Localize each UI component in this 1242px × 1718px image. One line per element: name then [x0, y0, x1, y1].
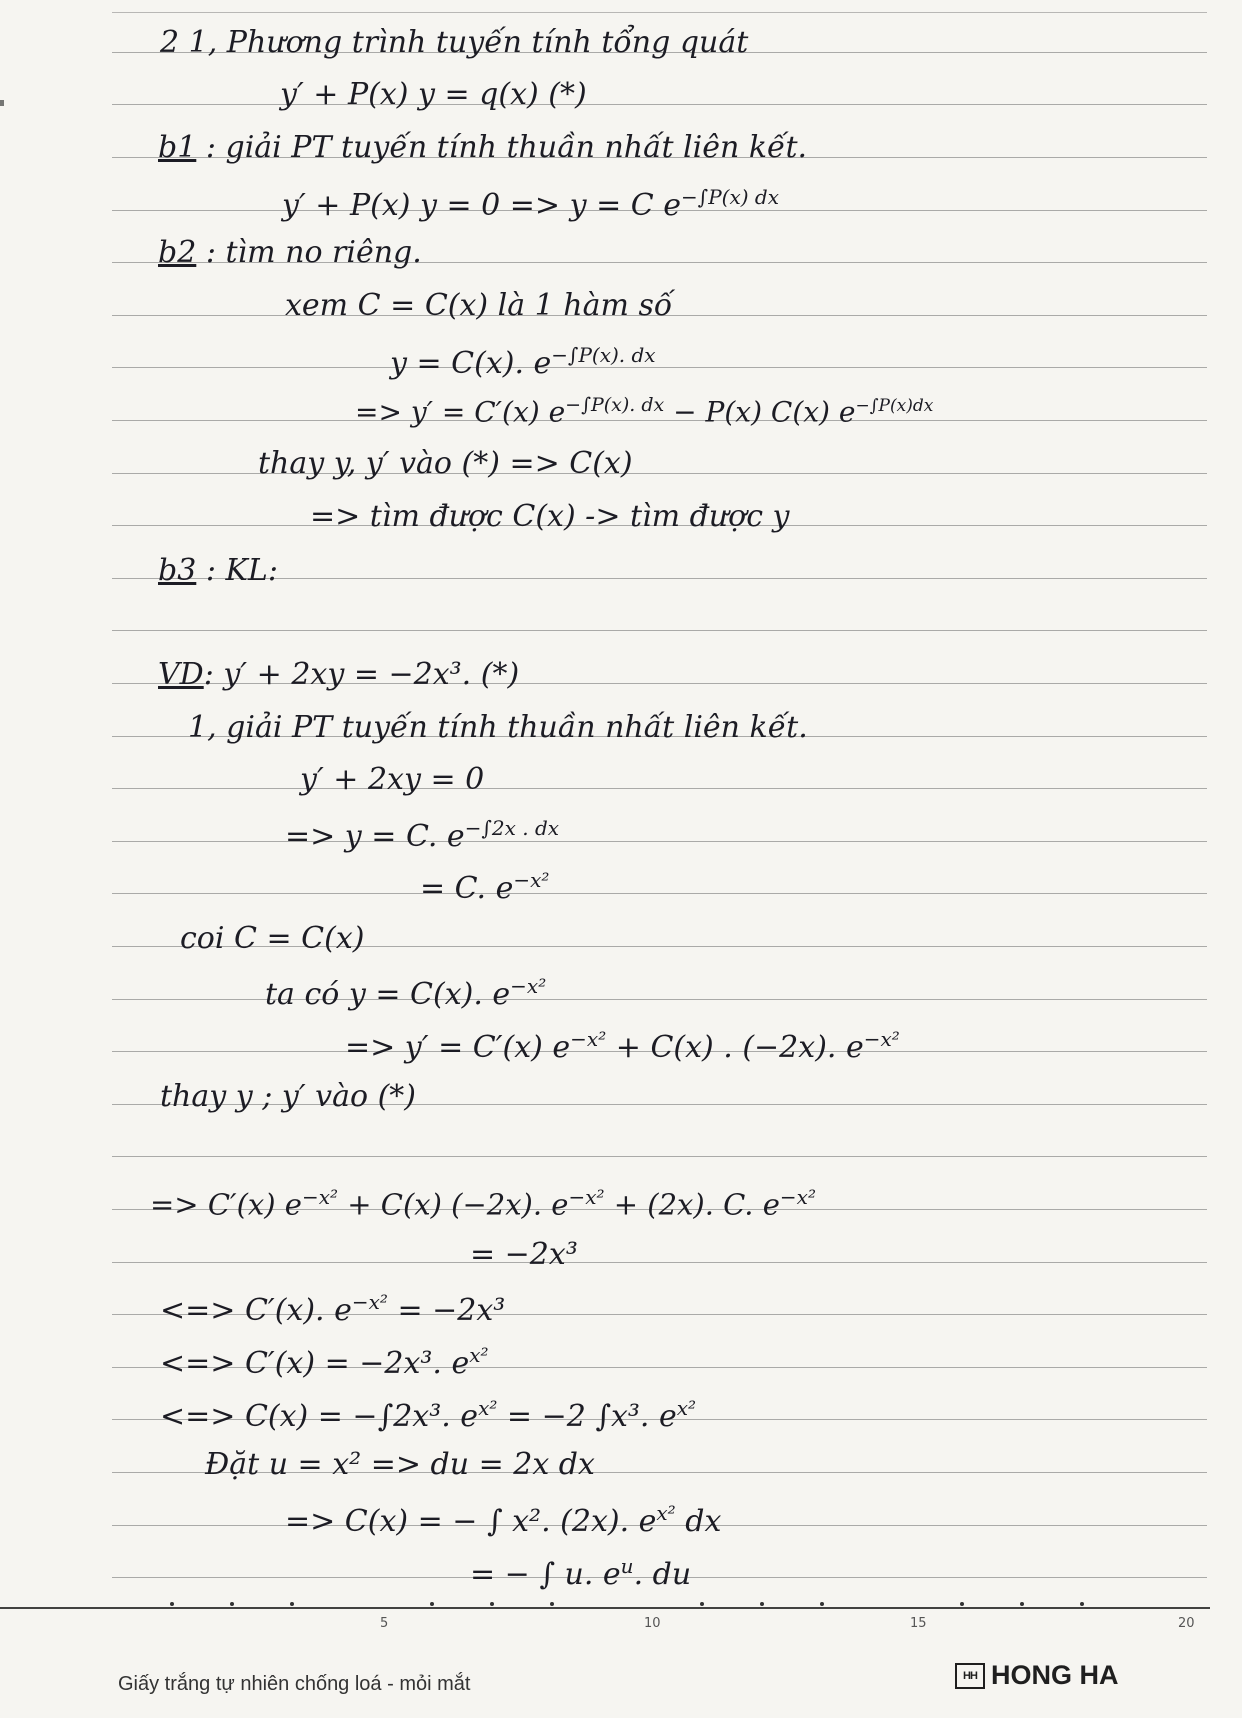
- note-text: => y = C. e: [285, 819, 465, 854]
- example-label: VD: [158, 657, 204, 692]
- note-line-19: [345, 1029, 900, 1063]
- note-text: <=> C′(x) = −2x³. e: [160, 1346, 470, 1381]
- ruler-mark: 10: [644, 1616, 661, 1631]
- ruled-line: [112, 104, 1207, 105]
- ruled-line: [112, 841, 1207, 842]
- note-line-9: thay y, y′ vào (*) => C(x): [258, 446, 633, 481]
- note-text: => y′ = C′(x) e: [345, 1030, 571, 1065]
- note-text: + C(x) (−2x). e: [347, 1187, 569, 1222]
- ruler-dot: [550, 1602, 554, 1606]
- page-ruler: [0, 1607, 1210, 1609]
- exponent: x²: [478, 1396, 498, 1420]
- ruler-dot: [760, 1602, 764, 1606]
- note-line-28: [470, 1556, 691, 1590]
- note-text: y′ + P(x) y = 0 => y = C e: [282, 188, 682, 223]
- note-text: y = C(x). e: [390, 346, 552, 381]
- note-line-24: [160, 1345, 489, 1379]
- exponent: −∫P(x) dx: [681, 185, 779, 209]
- exponent: −∫P(x)dx: [855, 396, 934, 416]
- step-label: b1: [158, 130, 197, 165]
- exponent: −x²: [570, 1027, 607, 1051]
- ruler-dot: [230, 1602, 234, 1606]
- note-line-10: => tìm được C(x) -> tìm được y: [310, 499, 790, 534]
- note-line-22: = −2x³: [470, 1237, 578, 1272]
- note-text: − P(x) C(x) e: [673, 395, 856, 429]
- note-text: : giải PT tuyến tính thuần nhất liên kết.: [205, 130, 808, 165]
- note-text: dx: [685, 1504, 722, 1539]
- exponent: −x²: [863, 1027, 900, 1051]
- exponent: x²: [469, 1343, 489, 1367]
- top-rule: [112, 12, 1207, 13]
- exponent: u: [620, 1554, 634, 1578]
- ruled-line: [112, 1156, 1207, 1157]
- ruled-line: [112, 367, 1207, 368]
- note-text: = −2 ∫x³. e: [506, 1399, 677, 1434]
- ruler-mark: 5: [380, 1616, 389, 1631]
- ruler-dot: [960, 1602, 964, 1606]
- exponent: −x²: [301, 1185, 339, 1209]
- exponent: −x²: [779, 1185, 816, 1209]
- note-text: : KL:: [205, 553, 278, 588]
- note-line-25: [160, 1398, 696, 1432]
- note-line-18: [265, 976, 546, 1010]
- ruler-dot: [170, 1602, 174, 1606]
- exponent: −∫P(x). dx: [551, 343, 656, 367]
- note-line-5: [158, 235, 422, 270]
- ruler-dot: [1080, 1602, 1084, 1606]
- note-text: ta có y = C(x). e: [265, 977, 511, 1012]
- note-text: = C. e: [420, 871, 514, 906]
- brand-logo-icon: HH: [955, 1663, 985, 1689]
- exponent: x²: [656, 1501, 676, 1525]
- exponent: x²: [676, 1396, 697, 1420]
- note-line-17: coi C = C(x): [180, 921, 365, 956]
- ruler-dot: [820, 1602, 824, 1606]
- note-line-7: [390, 345, 656, 379]
- note-line-8: [355, 394, 934, 429]
- ruled-line: [112, 788, 1207, 789]
- note-line-12: [158, 657, 520, 692]
- note-line-4: [282, 187, 779, 221]
- page-edge-mark: [0, 100, 4, 106]
- exponent: −∫2x . dx: [464, 816, 560, 840]
- note-text: + C(x) . (−2x). e: [615, 1030, 864, 1065]
- exponent: −∫P(x). dx: [565, 394, 665, 416]
- note-line-14: y′ + 2xy = 0: [300, 762, 485, 797]
- ruler-dot: [1020, 1602, 1024, 1606]
- note-line-13: 1, giải PT tuyến tính thuần nhất liên kết.: [188, 710, 808, 745]
- exponent: −x²: [568, 1185, 605, 1209]
- note-line-15: [285, 818, 559, 852]
- note-line-6: xem C = C(x) là 1 hàm số: [285, 288, 673, 323]
- ruled-line: [112, 893, 1207, 894]
- brand-name: HONG HA: [991, 1660, 1119, 1690]
- exponent: −x²: [513, 868, 550, 892]
- note-line-11: [158, 553, 278, 588]
- note-line-20: thay y ; y′ vào (*): [160, 1079, 417, 1114]
- note-text: = − ∫ u. e: [470, 1557, 621, 1592]
- paper-slogan: Giấy trắng tự nhiên chống loá - mỏi mắt: [118, 1673, 471, 1695]
- brand: [955, 1660, 1119, 1691]
- step-label: b3: [158, 553, 197, 588]
- note-text: . du: [633, 1557, 692, 1592]
- note-text: <=> C′(x). e: [160, 1293, 352, 1328]
- ruler-dot: [700, 1602, 704, 1606]
- ruled-line: [112, 630, 1207, 631]
- note-line-1: 2 1, Phương trình tuyến tính tổng quát: [160, 25, 749, 60]
- ruler-dot: [490, 1602, 494, 1606]
- note-text: => C(x) = − ∫ x². (2x). e: [285, 1504, 657, 1539]
- ruler-mark: 20: [1178, 1616, 1195, 1631]
- note-line-23: [160, 1292, 505, 1326]
- ruler-dot: [290, 1602, 294, 1606]
- step-label: b2: [158, 235, 197, 270]
- note-line-27: [285, 1503, 721, 1537]
- note-text: + (2x). C. e: [613, 1187, 780, 1222]
- note-line-16: [420, 870, 549, 904]
- note-text: <=> C(x) = −∫2x³. e: [160, 1399, 479, 1434]
- ruler-mark: 15: [910, 1616, 927, 1631]
- note-text: : y′ + 2xy = −2x³. (*): [203, 657, 520, 692]
- exponent: −x²: [510, 974, 547, 998]
- note-line-2: y′ + P(x) y = q(x) (*): [280, 77, 587, 112]
- note-text: = −2x³: [397, 1293, 506, 1328]
- note-line-3: [158, 130, 808, 165]
- note-text: : tìm no riêng.: [205, 235, 422, 270]
- exponent: −x²: [351, 1290, 388, 1314]
- note-text: => y′ = C′(x) e: [355, 395, 566, 429]
- note-line-26: Đặt u = x² => du = 2x dx: [205, 1447, 595, 1482]
- note-line-21: [150, 1187, 816, 1220]
- note-text: => C′(x) e: [150, 1187, 302, 1222]
- ruler-dot: [430, 1602, 434, 1606]
- ruled-line: [112, 1262, 1207, 1263]
